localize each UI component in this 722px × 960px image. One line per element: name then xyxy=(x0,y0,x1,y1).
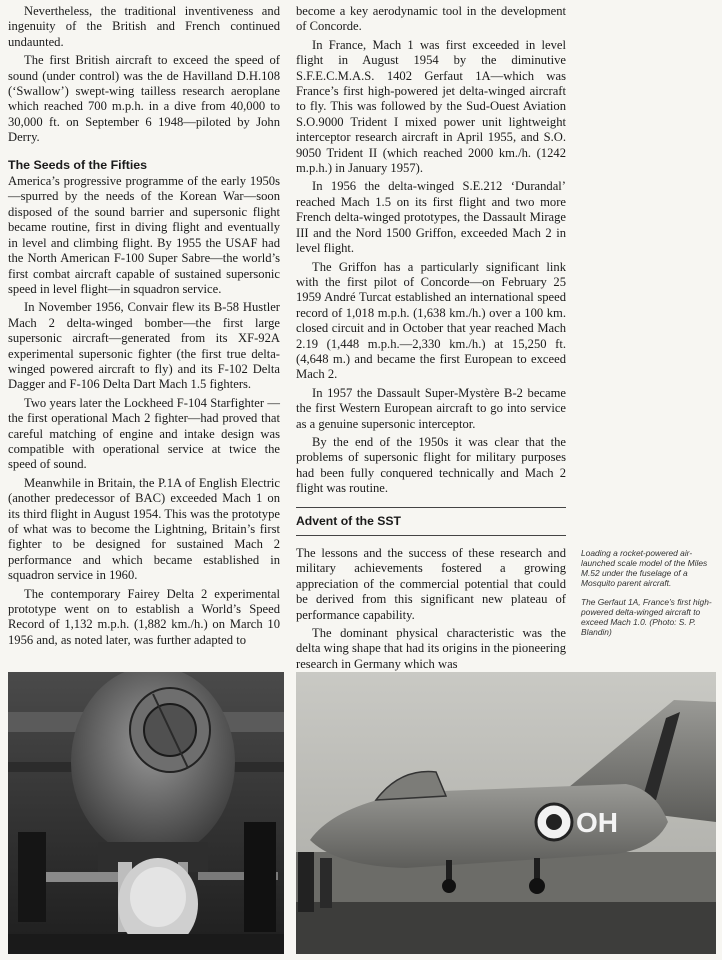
paragraph: Two years later the Lockheed F-104 Starfighter —the first operational Mach 2 fighter—had proved that careful matching of engine and intake design was compatible with operational service at twice the speed of sound. xyxy=(8,395,280,472)
paragraph: The lessons and the success of these research and military achievements fostered a growing appreciation of the commercial potential that could be derived from this significant new plateau of performance capability. xyxy=(296,546,566,622)
paragraph: Nevertheless, the traditional inventiveness and ingenuity of the British and French continued undaunted. xyxy=(8,4,280,49)
paragraph: In 1957 the Dassault Super-Mystère B-2 became the first Western European aircraft to go into service as a genuine supersonic interceptor. xyxy=(296,385,566,431)
photo-gerfaut xyxy=(296,672,716,954)
section-heading: The Seeds of the Fifties xyxy=(8,157,148,172)
section-divider xyxy=(296,535,566,536)
caption-gerfaut: The Gerfaut 1A, France’s first high-powered delta-winged aircraft to exceed Mach 1.0. (Photo: S. P. Blandin) xyxy=(581,597,712,637)
aircraft-marking: OH xyxy=(576,807,618,838)
paragraph: America’s progressive programme of the early 1950s—spurred by the needs of the Korean War—soon disposed of the sound barrier and supersonic flight became routine, first in diving flight and eventually in level and climbing flight. By 1955 the USAF had the North American F-100 Super Sabre—the world’s first combat aircraft capable of sustained supersonic speed in level flight—in squadron service. xyxy=(8,174,280,296)
paragraph: In November 1956, Convair flew its B-58 Hustler Mach 2 delta-winged bomber—the first large supersonic aircraft—generated from its XF-92A experimental supersonic fighter (the first true delta-winged powered aircraft to fly) and its F-102 Delta Dagger and F-106 Delta Dart Mach 1.5 fighters. xyxy=(8,300,280,392)
paragraph: In 1956 the delta-winged S.E.212 ‘Durandal’ reached Mach 1.5 on its first flight and two more French delta-winged prototypes, the Dassault Mirage III and the Nord 1500 Griffon, exceeded Mach 2 in level flight. xyxy=(296,179,566,256)
paragraph: become a key aerodynamic tool in the development of Concorde. xyxy=(296,4,566,34)
paragraph: The Griffon has a particularly significant link with the first pilot of Concorde—on February 25 1959 André Turcat established an international speed record of 1,018 m.p.h. (1,638 km./h.) over a 100 km. closed circuit and in October that year reached Mach 2.19 (1,448 m.p.h.—2,330 km./h.) at 15,250 ft. (4,648 m.) and became the first European to exceed Mach 2. xyxy=(296,259,566,382)
left-column xyxy=(8,4,280,648)
section-divider xyxy=(296,507,566,508)
paragraph: In France, Mach 1 was first exceeded in level flight in August 1954 by the diminutive S.F.E.C.M.A.S. 1402 Gerfaut 1A—which was France’s first high-powered jet delta-winged aircraft to fly. This was followed by the Sud-Ouest Aviation S.O.9000 Trident I mixed power unit lightweight interceptor research aircraft in April 1955, and S.O. 9050 Trident II (which reached 2000 km./h. (1242 m.p.h.) in January 1957). xyxy=(296,37,566,176)
photo-mosquito-model xyxy=(8,672,284,954)
paragraph: The dominant physical characteristic was the delta wing shape that had its origins in the pioneering research in Germany which was xyxy=(296,626,566,671)
paragraph: The first British aircraft to exceed the speed of sound (under control) was the de Havilland D.H.108 (‘Swallow’) swept-wing tailless research aeroplane which reached 700 m.p.h. in a dive from 40,000 to 30,000 ft. on September 6 1948—piloted by John Derry. xyxy=(8,53,280,145)
section-heading: Advent of the SST xyxy=(296,513,401,528)
photo-gerfaut-illustration xyxy=(296,672,716,954)
middle-column xyxy=(296,4,566,672)
paragraph: By the end of the 1950s it was clear that the problems of supersonic flight for military purposes had been fully conquered technically and Mach 2 flight was routine. xyxy=(296,434,566,496)
paragraph: The contemporary Fairey Delta 2 experimental prototype went on to establish a World’s Speed Record of 1,132 m.p.h. (1,882 km./h.) on March 10 1956 and, as noted later, was further adapted to xyxy=(8,586,280,647)
photo-captions xyxy=(581,548,715,646)
photo-mosquito-illustration xyxy=(8,672,284,954)
caption-mosquito: Loading a rocket-powered air-launched scale model of the Miles M.52 under the fuselage of a Mosquito parent aircraft. xyxy=(581,548,708,588)
paragraph: Meanwhile in Britain, the P.1A of English Electric (another predecessor of BAC) exceeded Mach 1 on its third flight in August 1954. This was the prototype of what was to become the Lightning, Britain’s first fighter to be designed for sustained Mach 2 performance and which became established in squadron service in 1960. xyxy=(8,475,280,583)
